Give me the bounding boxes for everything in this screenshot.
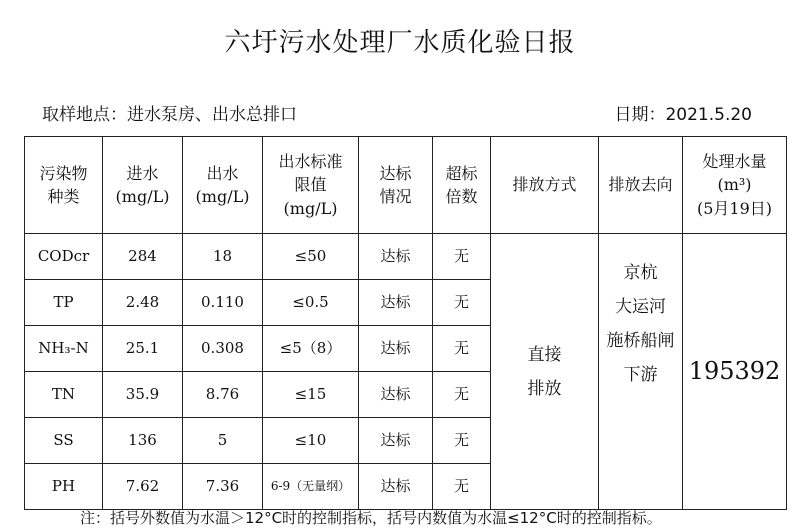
cell-pollutant: SS <box>25 418 103 464</box>
cell-limit: ≤10 <box>263 418 359 464</box>
cell-multiple: 无 <box>433 326 491 372</box>
cell-limit: ≤5（8） <box>263 326 359 372</box>
cell-limit: ≤15 <box>263 372 359 418</box>
header-inflow: 进水 (mg/L) <box>103 137 183 234</box>
water-quality-table <box>24 136 787 510</box>
footnote: 注：括号外数值为水温＞12°C时的控制指标，括号内数值为水温≤12°C时的控制指标。 <box>80 509 662 527</box>
header-status: 达标 情况 <box>359 137 433 234</box>
cell-status: 达标 <box>359 280 433 326</box>
cell-multiple: 无 <box>433 280 491 326</box>
cell-inflow: 35.9 <box>103 372 183 418</box>
report-date: 日期：2021.5.20 <box>614 105 752 125</box>
cell-pollutant: CODcr <box>25 234 103 280</box>
discharge-destination-cell: 京杭 大运河 施桥船闸 下游 <box>599 234 683 510</box>
cell-multiple: 无 <box>433 464 491 510</box>
report-title: 六圩污水处理厂水质化验日报 <box>224 28 576 58</box>
cell-inflow: 136 <box>103 418 183 464</box>
cell-pollutant: PH <box>25 464 103 510</box>
header-multiple: 超标 倍数 <box>433 137 491 234</box>
cell-inflow: 2.48 <box>103 280 183 326</box>
header-treated-volume: 处理水量 (m³) (5月19日) <box>683 137 787 234</box>
cell-inflow: 284 <box>103 234 183 280</box>
cell-outflow: 5 <box>183 418 263 464</box>
cell-pollutant: TN <box>25 372 103 418</box>
table-row <box>25 234 787 280</box>
cell-outflow: 8.76 <box>183 372 263 418</box>
cell-outflow: 0.110 <box>183 280 263 326</box>
cell-multiple: 无 <box>433 372 491 418</box>
treated-volume-cell: 195392 <box>683 234 787 510</box>
cell-outflow: 0.308 <box>183 326 263 372</box>
sampling-location: 取样地点：进水泵房、出水总排口 <box>42 105 297 125</box>
cell-limit: ≤50 <box>263 234 359 280</box>
cell-limit: ≤0.5 <box>263 280 359 326</box>
header-discharge-method: 排放方式 <box>491 137 599 234</box>
cell-status: 达标 <box>359 234 433 280</box>
cell-status: 达标 <box>359 464 433 510</box>
cell-multiple: 无 <box>433 234 491 280</box>
cell-inflow: 7.62 <box>103 464 183 510</box>
cell-multiple: 无 <box>433 418 491 464</box>
cell-outflow: 18 <box>183 234 263 280</box>
table-header-row <box>25 137 787 234</box>
header-limit: 出水标准 限值 (mg/L) <box>263 137 359 234</box>
header-outflow: 出水 (mg/L) <box>183 137 263 234</box>
cell-inflow: 25.1 <box>103 326 183 372</box>
cell-limit: 6-9（无量纲） <box>263 464 359 510</box>
discharge-method-cell: 直接 排放 <box>491 234 599 510</box>
header-discharge-destination: 排放去向 <box>599 137 683 234</box>
cell-pollutant: NH₃-N <box>25 326 103 372</box>
cell-outflow: 7.36 <box>183 464 263 510</box>
cell-status: 达标 <box>359 372 433 418</box>
cell-pollutant: TP <box>25 280 103 326</box>
cell-status: 达标 <box>359 418 433 464</box>
header-pollutant: 污染物 种类 <box>25 137 103 234</box>
cell-status: 达标 <box>359 326 433 372</box>
